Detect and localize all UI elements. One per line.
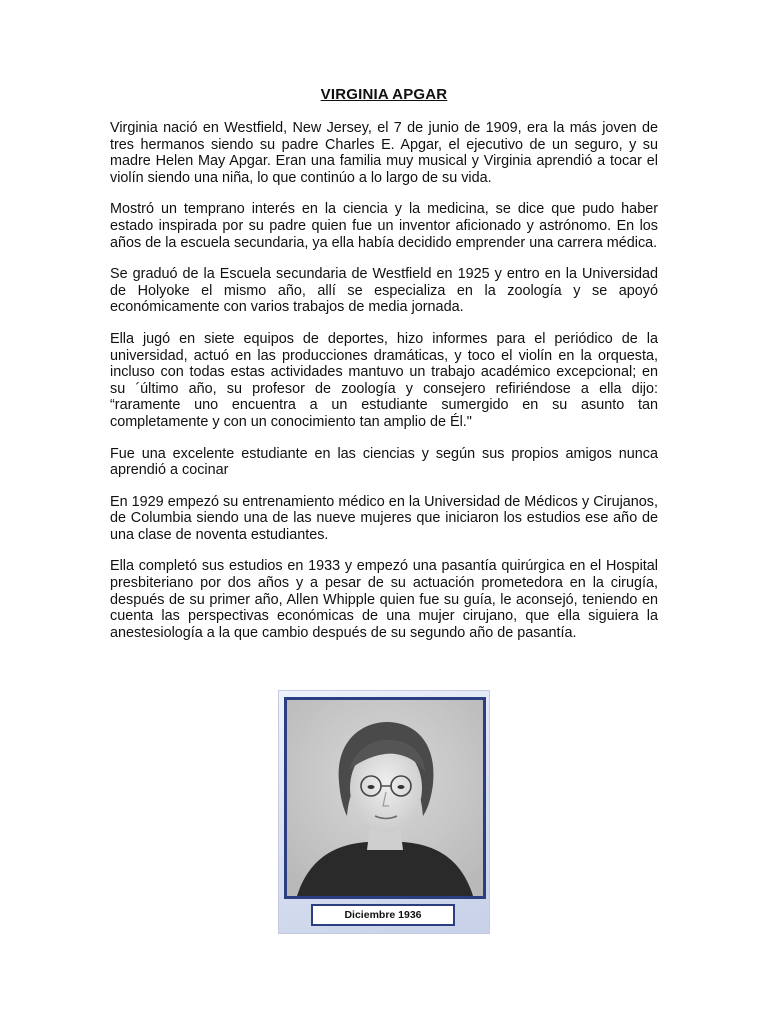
paragraph-6: En 1929 empezó su entrenamiento médico en la Universidad de Médicos y Cirujanos, de Columbia siendo una de las nueve mujeres que iniciaron los estudios ese año de una clase de noventa estudiantes. — [110, 493, 658, 543]
portrait-image — [287, 700, 483, 896]
portrait-caption: Diciembre 1936 — [311, 904, 455, 926]
paragraph-7: Ella completó sus estudios en 1933 y empezó una pasantía quirúrgica en el Hospital presbiteriano por dos años y a pesar de su actuación prometedora en la cirugía, después de su primer año, Allen Whipple quien fue su guía, le aconsejó, teniendo en cuenta las perspectivas económicas de una mujer cirujano, que ella siguiera la anestesiología a la que cambio después de su segundo año de pasantía. — [110, 558, 658, 641]
document-body — [110, 120, 658, 656]
portrait-figure — [278, 690, 490, 934]
document-title: VIRGINIA APGAR — [320, 86, 448, 103]
portrait-photo — [284, 697, 486, 899]
paragraph-4: Ella jugó en siete equipos de deportes, hizo informes para el periódico de la universidad, actuó en las producciones dramáticas, y toco el violín en la orquesta, incluso con todas estas actividades mantuvo un trabajo académico excepcional; en su ´último año, su profesor de zoología y consejero refiriéndose a ella dijo: “raramente uno encuentra a un estudiante sumergido en su asunto tan completamente y con un conocimiento tan amplio de Él." — [110, 330, 658, 430]
paragraph-3: Se graduó de la Escuela secundaria de Westfield en 1925 y entro en la Universidad de Holyoke el mismo año, allí se especializa en la zoología y se apoyó económicamente con varios trabajos de media jornada. — [110, 266, 658, 316]
paragraph-1: Virginia nació en Westfield, New Jersey, el 7 de junio de 1909, era la más joven de tres hermanos siendo su padre Charles E. Apgar, el ejecutivo de un seguro, y su madre Helen May Apgar. Eran una familia muy musical y Virginia aprendió a tocar el violín siendo una niña, lo que continúo a lo largo de su vida. — [110, 120, 658, 186]
paragraph-5: Fue una excelente estudiante en las ciencias y según sus propios amigos nunca aprendió a cocinar — [110, 445, 658, 479]
paragraph-2: Mostró un temprano interés en la ciencia y la medicina, se dice que pudo haber estado inspirada por su padre quien fue un inventor aficionado y astrónomo. En los años de la escuela secundaria, ya ella había decidido emprender una carrera médica. — [110, 201, 658, 251]
